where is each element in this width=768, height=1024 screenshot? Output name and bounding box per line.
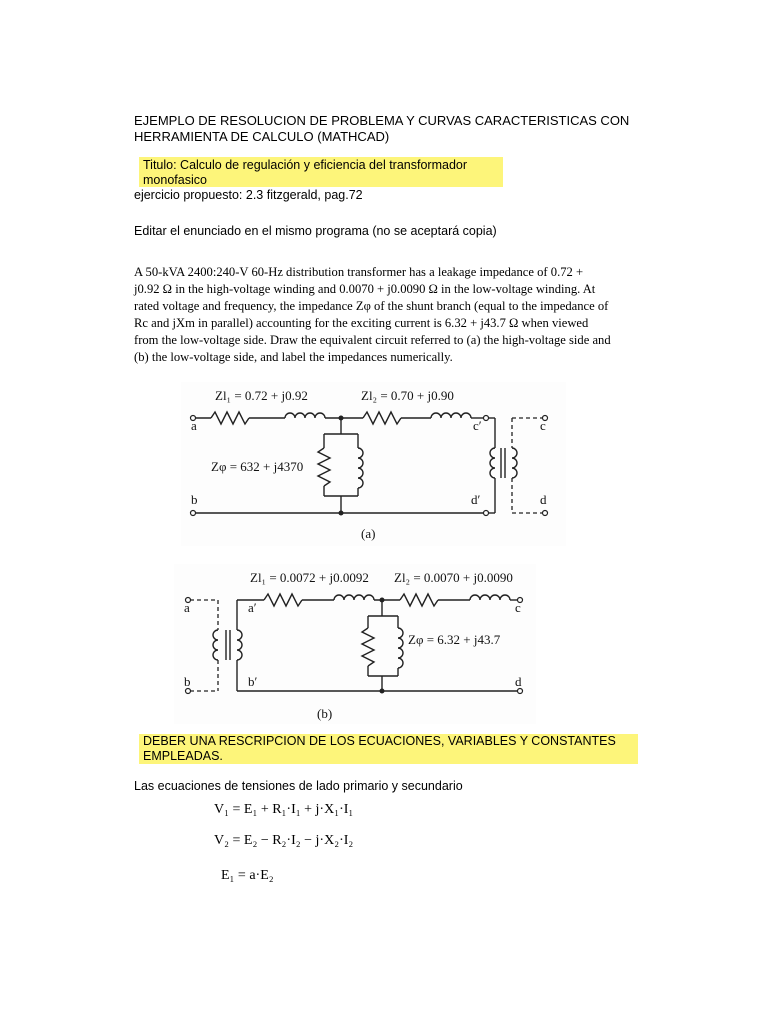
- node-d-label: d: [515, 674, 522, 689]
- z2-label: Zl₂ = 0.0070 + j0.0090: [394, 570, 513, 585]
- equations-intro: Las ecuaciones de tensiones de lado primario y secundario: [134, 779, 463, 793]
- document-heading: EJEMPLO DE RESOLUCION DE PROBLEMA Y CURVAS CARACTERISTICAS CON HERRAMIENTA DE CALCULO (MATHCAD): [134, 113, 630, 144]
- problem-line: Rc and jXm in parallel) accounting for the exciting current is 6.32 + j43.7 Ω when viewed: [134, 316, 589, 330]
- equation-secondary: V₂ = E₂ − R₂·I₂ − j·X₂·I₂: [214, 833, 354, 848]
- figure-b-caption: (b): [317, 706, 333, 721]
- problem-line: (b) the low-voltage side, and label the impedances numerically.: [134, 350, 453, 364]
- problem-line: rated voltage and frequency, the impedance Zφ of the shunt branch (equal to the impedance of: [134, 299, 609, 313]
- deber-highlight-box: DEBER UNA RESCRIPCION DE LOS ECUACIONES, VARIABLES Y CONSTANTES EMPLEADAS.: [139, 734, 638, 764]
- problem-line: from the low-voltage side. Draw the equivalent circuit referred to (a) the high-voltage side and: [134, 333, 611, 347]
- problem-line: A 50-kVA 2400:240-V 60-Hz distribution transformer has a leakage impedance of 0.72 +: [134, 265, 584, 279]
- z2-label: Zl₂ = 0.70 + j0.90: [361, 388, 454, 403]
- z1-label: Zl₁ = 0.0072 + j0.0092: [250, 570, 369, 585]
- problem-statement: [134, 264, 634, 366]
- circuit-b-diagram: [174, 564, 536, 724]
- title-highlight-box: Titulo: Calculo de regulación y eficiencia del transformador monofasico: [139, 157, 503, 187]
- exercise-reference: ejercicio propuesto: 2.3 fitzgerald, pag.72: [134, 188, 363, 202]
- circuit-figure-b: [174, 564, 536, 724]
- node-d-prime-label: d′: [471, 492, 481, 507]
- node-c-label: c: [515, 600, 521, 615]
- node-b-prime-label: b′: [248, 674, 258, 689]
- edit-note: Editar el enunciado en el mismo programa (no se aceptará copia): [134, 224, 497, 238]
- node-a-label: a: [184, 600, 190, 615]
- circuit-a-diagram: [181, 382, 566, 546]
- node-b-label: b: [184, 674, 191, 689]
- node-a-label: a: [191, 418, 197, 433]
- node-c-label: c: [540, 418, 546, 433]
- equation-ratio: E₁ = a·E₂: [221, 868, 274, 883]
- node-a-prime-label: a′: [248, 600, 257, 615]
- z1-label: Zl₁ = 0.72 + j0.92: [215, 388, 308, 403]
- problem-line: j0.92 Ω in the high-voltage winding and 0.0070 + j0.0090 Ω in the low-voltage winding. At: [134, 282, 596, 296]
- zphi-label: Zφ = 6.32 + j43.7: [408, 632, 501, 647]
- equation-primary: V₁ = E₁ + R₁·I₁ + j·X₁·I₁: [214, 802, 354, 817]
- circuit-figure-a: [181, 382, 566, 546]
- figure-a-caption: (a): [361, 526, 376, 541]
- node-c-prime-label: c′: [473, 418, 482, 433]
- node-d-label: d: [540, 492, 547, 507]
- node-b-label: b: [191, 492, 198, 507]
- zphi-label: Zφ = 632 + j4370: [211, 459, 304, 474]
